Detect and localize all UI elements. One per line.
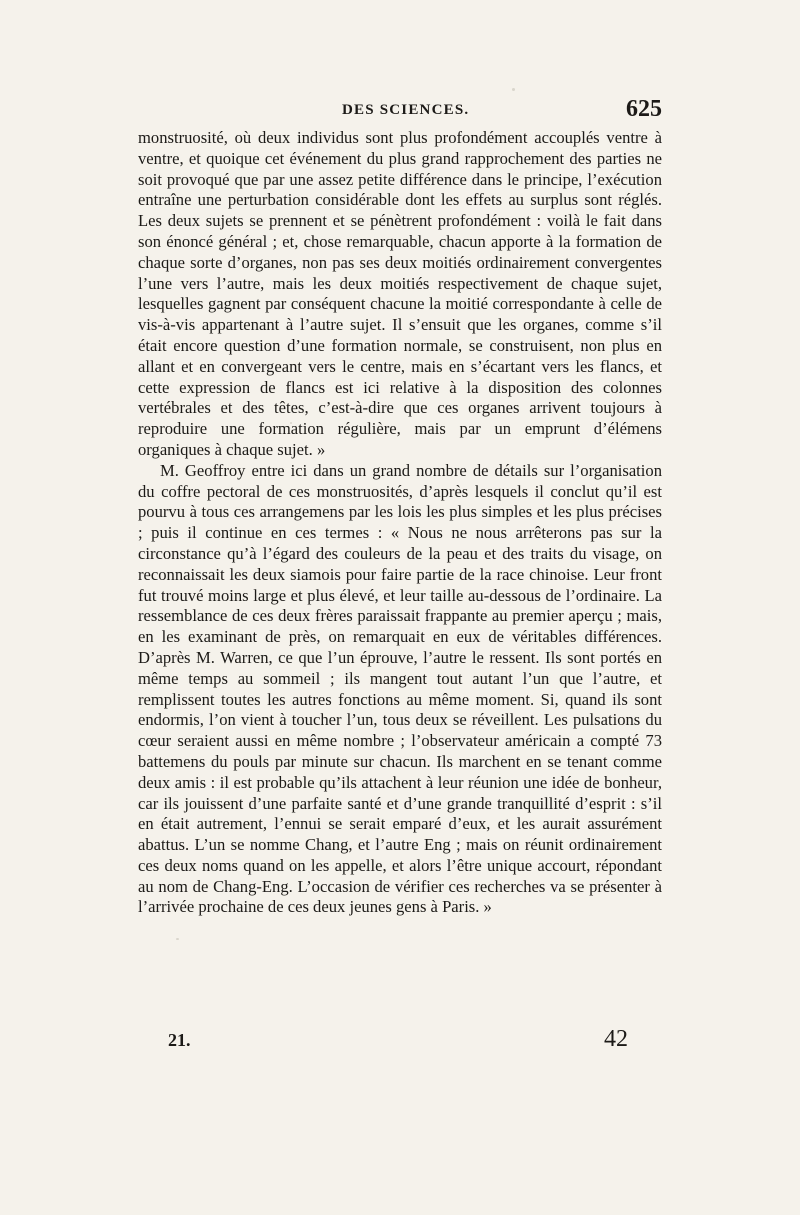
page-number: 625: [626, 96, 662, 122]
sheet-number: 42: [604, 1026, 628, 1052]
paragraph-continuation: monstruosité, où deux individus sont plus profondément accouplés ventre à ventre, et quoique cet événement du plus grand rapprochement des parties ne soit provoqué que par une assez petite différence dans le principe, l’exécution entraîne une perturbation considérable dont les effets au surplus sont réglés. Les deux sujets se prennent et se pénètrent profondément : voilà le fait dans son énoncé général ; et, chose remarquable, chacun apporte à la formation de chaque sorte d’organes, non pas ses deux moitiés ordinairement convergentes l’une vers l’autre, mais les deux moitiés respectivement de chaque sujet, lesquelles gagnent par conséquent chacune la moitié correspondante à celle de vis-à-vis appartenant à l’autre sujet. Il s’ensuit que les organes, comme s’il était encore question d’une formation normale, se construisent, non plus en allant et en convergeant vers le centre, mais en s’écartant vers les flancs, et cette expression de flancs est ici relative à la disposition des colonnes vertébrales et des têtes, c’est-à-dire que ces organes arrivent toujours à reproduire une formation régulière, mais par un emprunt d’élémens organiques à chaque sujet. »: [138, 128, 662, 459]
running-head: [138, 96, 662, 126]
signature-mark: 21.: [168, 1030, 191, 1050]
running-title: DES SCIENCES.: [342, 102, 470, 118]
paper-speck: [176, 938, 179, 940]
page-footer: [168, 1026, 628, 1058]
paper-speck: [512, 88, 515, 91]
paragraph-geoffroy: M. Geoffroy entre ici dans un grand nombre de détails sur l’organisation du coffre pectoral de ces monstruosités, d’après lesquels il conclut qu’il est pourvu à tous ces arrangemens par les lois les plus simples et les plus précises ; puis il continue en ces termes : « Nous ne nous arrêterons pas sur la circonstance qu’à l’égard des couleurs de la peau et des traits du visage, on reconnaissait les deux siamois pour faire partie de la race chinoise. Leur front fut trouvé moins large et plus élevé, et leur taille au-dessous de l’ordinaire. La ressemblance de ces deux frères paraissait frappante au premier aperçu ; mais, en les examinant de près, on remarquait en eux de véritables différences. D’après M. Warren, ce que l’un éprouve, l’autre le ressent. Ils sont portés en même temps au sommeil ; ils mangent tout autant l’un que l’autre, et remplissent toutes les autres fonctions au même moment. Si, quand ils sont endormis, l’on vient à toucher l’un, tous deux se réveillent. Les pulsations du cœur seraient aussi en même nombre ; l’observateur américain a compté 73 battemens du pouls par minute sur chacun. Ils marchent en se tenant comme deux amis : il est probable qu’ils attachent à leur réunion une idée de bonheur, car ils jouissent d’une parfaite santé et d’une grande tranquillité d’esprit : s’il en était autrement, l’ennui se serait emparé d’eux, et les aurait assurément abattus. L’un se nomme Chang, et l’autre Eng ; mais on réunit ordinairement ces deux noms quand on les appelle, et alors l’être unique accourt, répondant au nom de Chang-Eng. L’occasion de vérifier ces recherches va se présenter à l’arrivée prochaine de ces deux jeunes gens à Paris. »: [138, 460, 662, 917]
body-text: [138, 128, 662, 918]
